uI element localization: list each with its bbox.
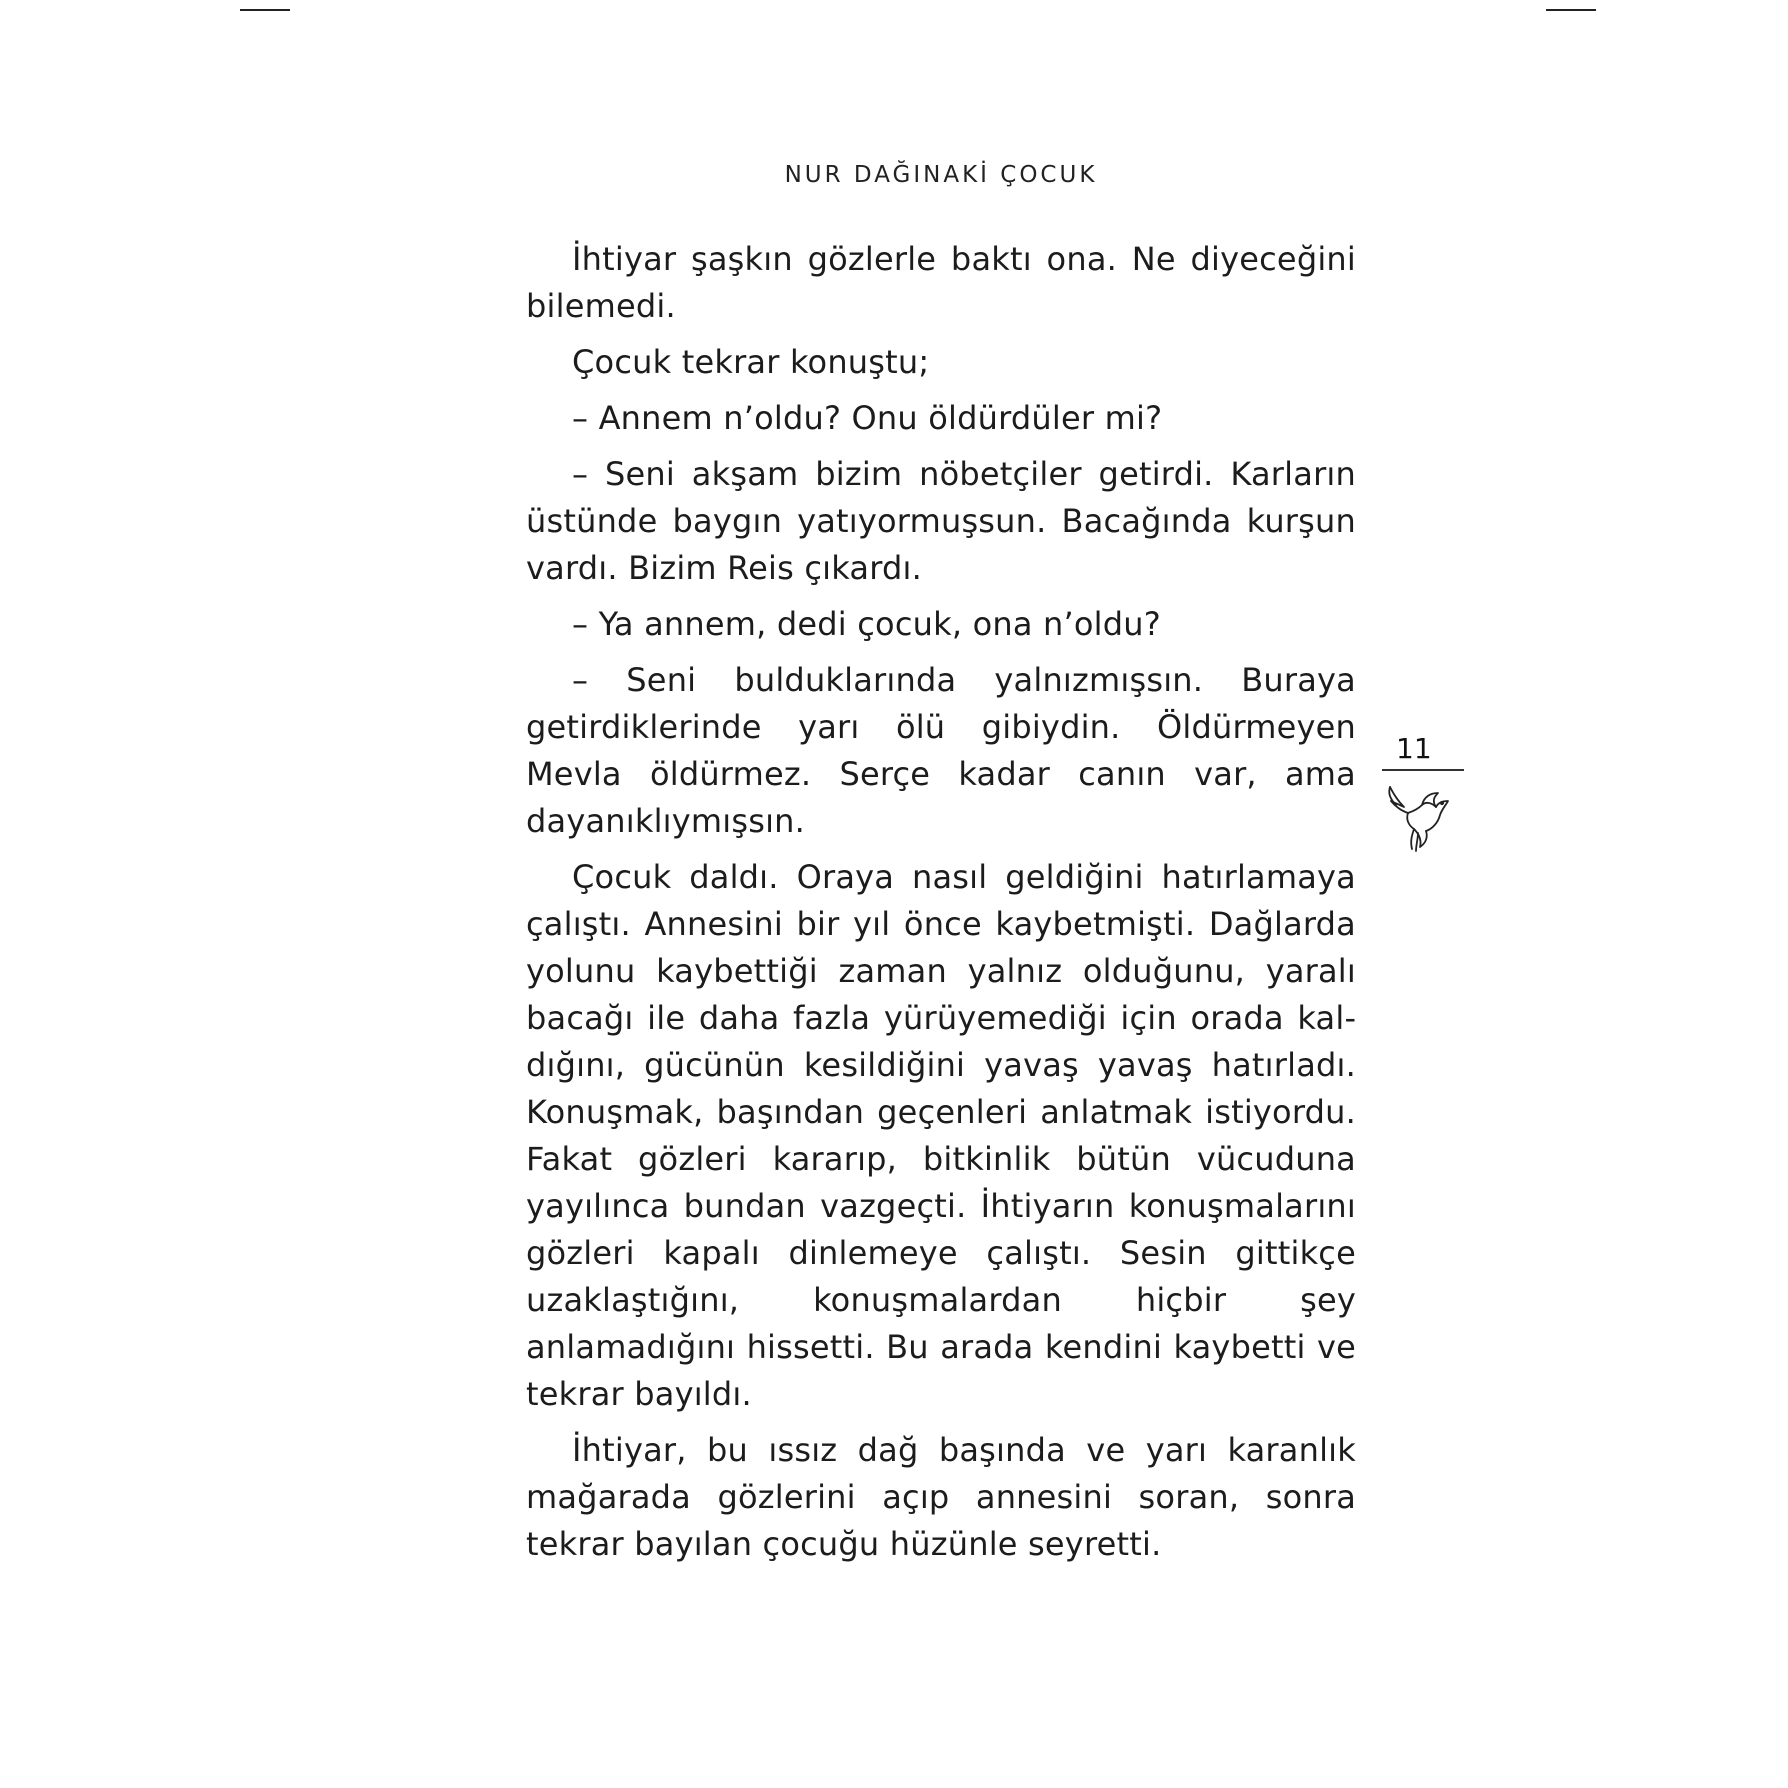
page-folio bbox=[1382, 732, 1464, 853]
crop-mark-left bbox=[240, 9, 290, 11]
paragraph: İhtiyar şaşkın gözlerle baktı ona. Ne diyeceğini bilemedi. bbox=[526, 240, 1356, 325]
page-number: 11 bbox=[1396, 732, 1432, 765]
folio-rule bbox=[1382, 769, 1464, 771]
paragraph: Çocuk tekrar konuştu; bbox=[572, 343, 930, 381]
paragraph: – Annem n’oldu? Onu öldürdüler mi? bbox=[572, 399, 1163, 437]
running-title: NUR DAĞINAKİ ÇOCUK bbox=[784, 162, 1098, 188]
body-text bbox=[526, 236, 1356, 1577]
crop-mark-right bbox=[1546, 9, 1596, 11]
paragraph: – Ya annem, dedi çocuk, ona n’oldu? bbox=[572, 605, 1161, 643]
paragraph: İhtiyar, bu ıssız dağ başında ve yarı karanlık mağarada gözlerini açıp annesini soran, sonra tekrar bayılan çocuğu hüzünle seyretti. bbox=[526, 1431, 1356, 1563]
paragraph: – Seni bulduklarında yalnızmışsın. Buraya getirdiklerinde yarı ölü gibiydin. Öldürmeyen Mevla öldürmez. Serçe kadar canın var, ama dayanıklıymışsın. bbox=[526, 661, 1356, 840]
paragraph: – Seni akşam bizim nöbetçiler getirdi. Karların üstünde baygın yatıyormuşsun. Bacağında kurşun vardı. Bizim Reis çıkardı. bbox=[526, 455, 1356, 587]
dove-icon bbox=[1384, 783, 1450, 853]
paragraph: Çocuk daldı. Oraya nasıl geldiğini hatırlamaya çalıştı. Annesini bir yıl önce kaybetmişti. Dağlarda yolunu kaybettiği zaman yalnız olduğunu, yaralı bacağı ile daha fazla yürüyemediği için orada kaldığını, gücünün kesildiğini yavaş yavaş hatırladı. Konuşmak, başından geçenleri anlatmak istiyordu. Fakat gözleri kararıp, bitkinlik bütün vücuduna yayılınca bundan vazgeçti. İhtiyarın konuşmalarını gözleri kapalı dinlemeye çalıştı. Sesin gittikçe uzaklaştığını, konuşmalardan hiçbir şey anlamadığını hissetti. Bu arada kendini kaybetti ve tekrar bayıldı. bbox=[526, 858, 1356, 1413]
